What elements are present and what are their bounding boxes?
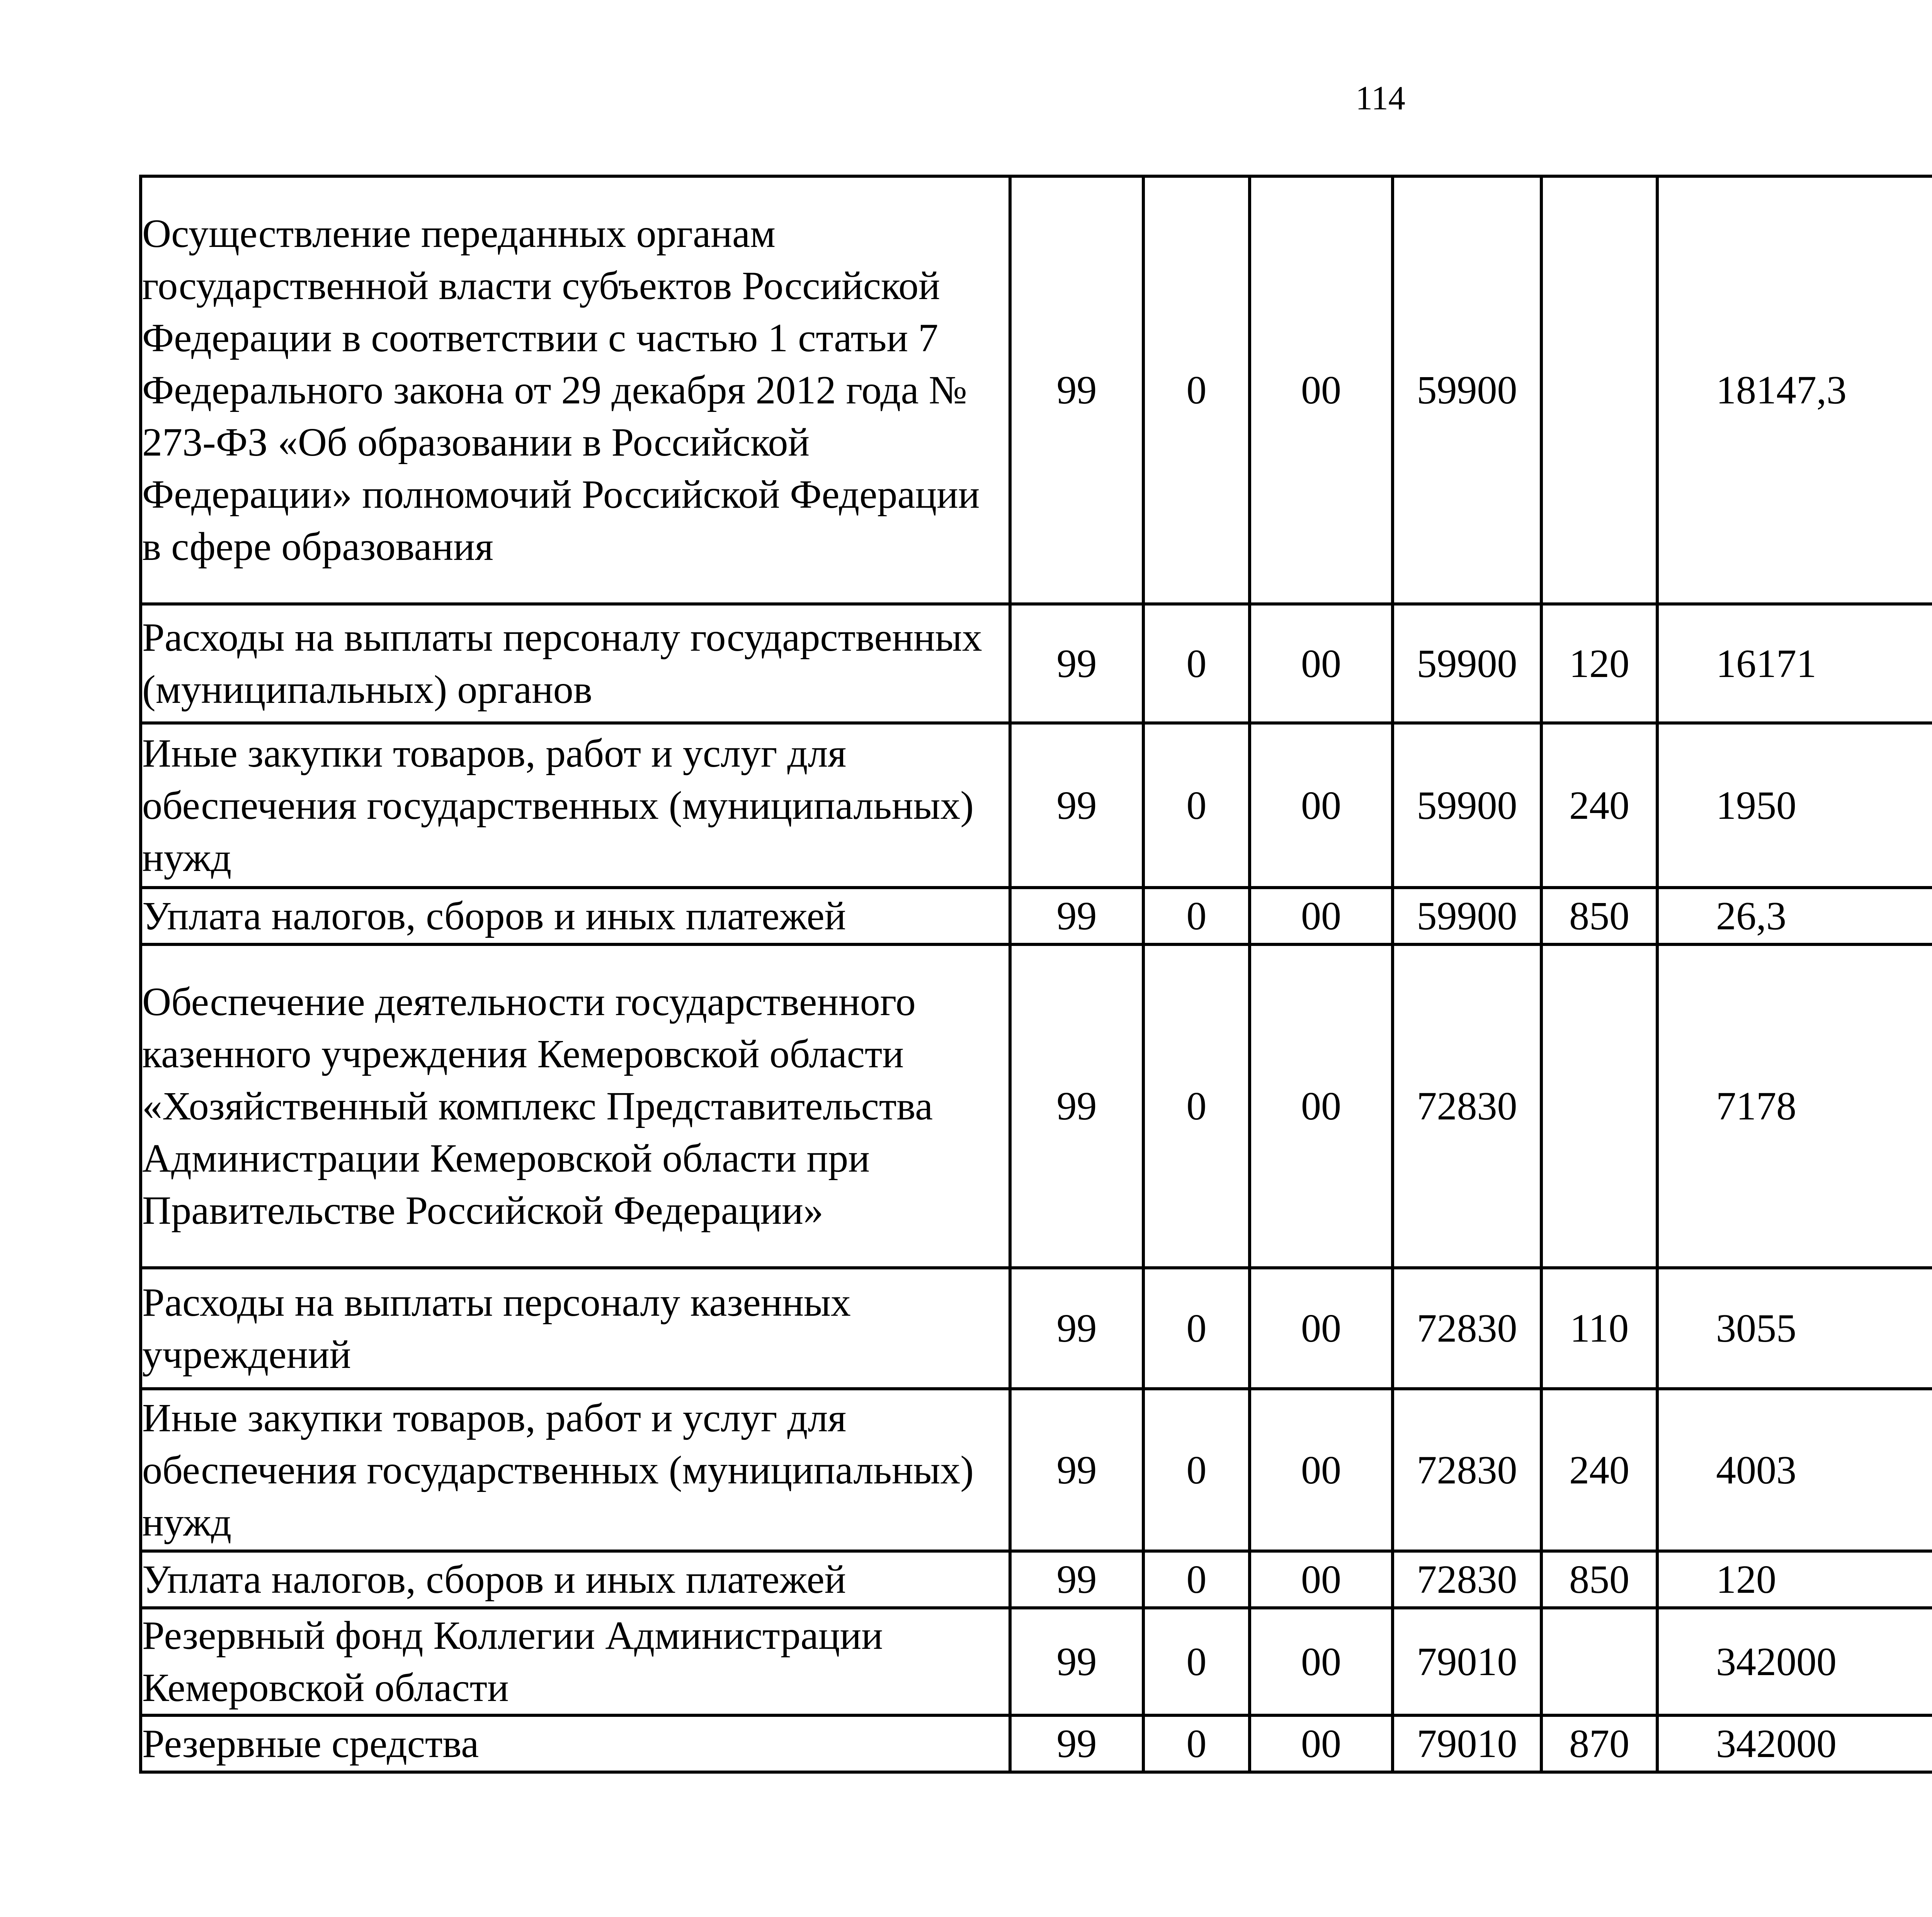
cell-c3: 00 <box>1250 1715 1393 1772</box>
cell-c1: 99 <box>1010 604 1143 723</box>
row-description: Расходы на выплаты персоналу государственных (муниципальных) органов <box>141 604 1010 723</box>
table-row <box>141 944 1932 1268</box>
row-description: Резервный фонд Коллегии Администрации Кемеровской области <box>141 1608 1010 1715</box>
cell-c2: 0 <box>1143 1715 1250 1772</box>
cell-v1: 342000 <box>1657 1715 1932 1772</box>
cell-c1: 99 <box>1010 888 1143 944</box>
cell-v1: 18147,3 <box>1657 176 1932 604</box>
row-description: Осуществление переданных органам государственной власти субъектов Российской Федерации в соответствии с частью 1 статьи 7 Федерального закона от 29 декабря 2012 года № 273-ФЗ «Об образовании в Российской Федерации» полномочий Российской Федерации в сфере образования <box>141 176 1010 604</box>
table-row <box>141 1551 1932 1608</box>
cell-c5: 240 <box>1541 723 1657 888</box>
cell-c2: 0 <box>1143 1608 1250 1715</box>
cell-c1: 99 <box>1010 723 1143 888</box>
cell-c5: 850 <box>1541 888 1657 944</box>
cell-c3: 00 <box>1250 944 1393 1268</box>
cell-c3: 00 <box>1250 1389 1393 1551</box>
cell-c4: 59900 <box>1393 723 1541 888</box>
row-description: Уплата налогов, сборов и иных платежей <box>141 888 1010 944</box>
row-description: Иные закупки товаров, работ и услуг для обеспечения государственных (муниципальных) нужд <box>141 1389 1010 1551</box>
cell-v1: 3055 <box>1657 1268 1932 1389</box>
page-number: 114 <box>1355 80 1405 117</box>
cell-c5: 870 <box>1541 1715 1657 1772</box>
cell-v1: 16171 <box>1657 604 1932 723</box>
cell-v1: 1950 <box>1657 723 1932 888</box>
table-row <box>141 1608 1932 1715</box>
table-row <box>141 723 1932 888</box>
cell-c2: 0 <box>1143 176 1250 604</box>
cell-c5 <box>1541 1608 1657 1715</box>
cell-c2: 0 <box>1143 604 1250 723</box>
cell-c5 <box>1541 944 1657 1268</box>
cell-c3: 00 <box>1250 1608 1393 1715</box>
row-description: Иные закупки товаров, работ и услуг для обеспечения государственных (муниципальных) нужд <box>141 723 1010 888</box>
cell-v1: 342000 <box>1657 1608 1932 1715</box>
cell-c1: 99 <box>1010 176 1143 604</box>
cell-c2: 0 <box>1143 1389 1250 1551</box>
cell-c2: 0 <box>1143 1268 1250 1389</box>
cell-c2: 0 <box>1143 944 1250 1268</box>
table-row <box>141 1389 1932 1551</box>
cell-c3: 00 <box>1250 176 1393 604</box>
cell-c1: 99 <box>1010 1551 1143 1608</box>
cell-c4: 59900 <box>1393 888 1541 944</box>
cell-c5: 240 <box>1541 1389 1657 1551</box>
row-description: Расходы на выплаты персоналу казенных учреждений <box>141 1268 1010 1389</box>
row-description: Резервные средства <box>141 1715 1010 1772</box>
cell-c5: 850 <box>1541 1551 1657 1608</box>
cell-c4: 72830 <box>1393 1551 1541 1608</box>
cell-c4: 79010 <box>1393 1715 1541 1772</box>
cell-c3: 00 <box>1250 1551 1393 1608</box>
cell-c4: 59900 <box>1393 176 1541 604</box>
cell-v1: 4003 <box>1657 1389 1932 1551</box>
cell-v1: 7178 <box>1657 944 1932 1268</box>
cell-c1: 99 <box>1010 944 1143 1268</box>
cell-c1: 99 <box>1010 1268 1143 1389</box>
cell-c5: 120 <box>1541 604 1657 723</box>
cell-c5: 110 <box>1541 1268 1657 1389</box>
cell-v1: 26,3 <box>1657 888 1932 944</box>
table-row <box>141 1268 1932 1389</box>
cell-c1: 99 <box>1010 1389 1143 1551</box>
cell-c4: 72830 <box>1393 944 1541 1268</box>
cell-c3: 00 <box>1250 1268 1393 1389</box>
cell-c4: 79010 <box>1393 1608 1541 1715</box>
cell-c1: 99 <box>1010 1608 1143 1715</box>
cell-c2: 0 <box>1143 888 1250 944</box>
budget-table <box>139 175 1932 1774</box>
cell-c3: 00 <box>1250 888 1393 944</box>
table-row <box>141 1715 1932 1772</box>
cell-c4: 72830 <box>1393 1268 1541 1389</box>
cell-c1: 99 <box>1010 1715 1143 1772</box>
cell-c4: 72830 <box>1393 1389 1541 1551</box>
cell-v1: 120 <box>1657 1551 1932 1608</box>
cell-c2: 0 <box>1143 1551 1250 1608</box>
cell-c3: 00 <box>1250 604 1393 723</box>
table-row <box>141 888 1932 944</box>
table-row <box>141 604 1932 723</box>
cell-c2: 0 <box>1143 723 1250 888</box>
cell-c5 <box>1541 176 1657 604</box>
cell-c4: 59900 <box>1393 604 1541 723</box>
row-description: Обеспечение деятельности государственного казенного учреждения Кемеровской области «Хозяйственный комплекс Представительства Администрации Кемеровской области при Правительстве Российской Федерации» <box>141 944 1010 1268</box>
row-description: Уплата налогов, сборов и иных платежей <box>141 1551 1010 1608</box>
table-row <box>141 176 1932 604</box>
cell-c3: 00 <box>1250 723 1393 888</box>
